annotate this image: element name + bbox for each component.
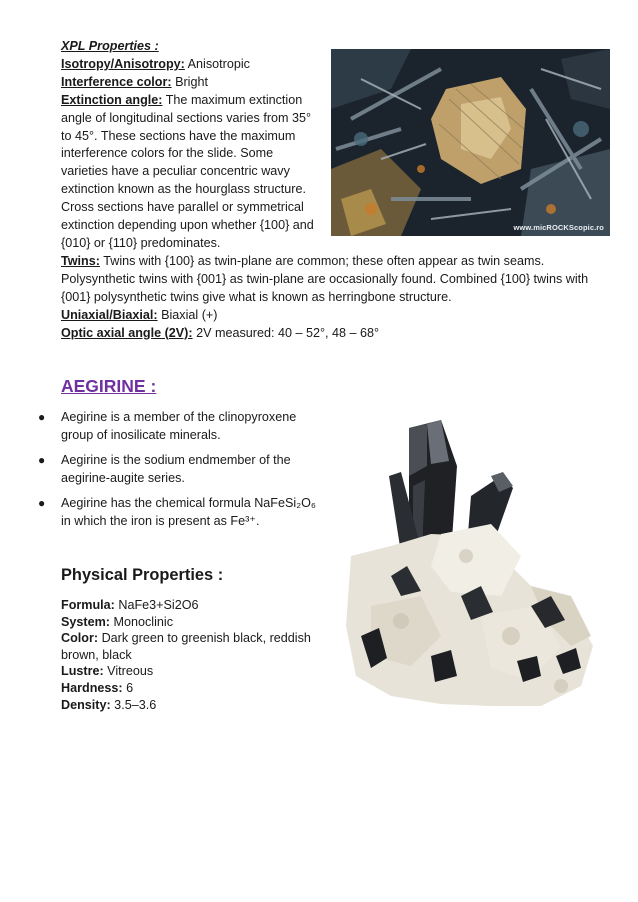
optic-angle-label: Optic axial angle (2V): [61,325,193,340]
aegirine-bullet-list [38,409,328,538]
aegirine-title: AEGIRINE : [61,376,157,396]
xpl-thin-section-photo [331,49,610,236]
extinction-paragraph [61,92,323,253]
optic-angle-line [61,325,609,343]
uniaxial-label: Uniaxial/Biaxial: [61,307,158,322]
density-line: Density: 3.5–3.6 [61,697,157,712]
hardness-line: Hardness: 6 [61,680,134,695]
twins-label: Twins: [61,253,100,268]
isotropy-label: Isotropy/Anisotropy: [61,56,185,71]
twins-value: Twins with {100} as twin-plane are common; these often appear as twin seams. Polysynthetic twins with {001} as twin-plane are occasionally found. Combined {100} twins with {001} polysynthetic twins give what is known as herringbone structure. [61,253,589,304]
lustre-line: Lustre: Vitreous [61,664,154,679]
system-line: System: Monoclinic [61,614,173,629]
list-item: ● Aegirine has the chemical formula NaFeSi₂O₆ in which the iron is present as Fe³⁺. [38,496,316,528]
optic-angle-value: 2V measured: 40 – 52°, 48 – 68° [192,325,380,340]
xpl-heading: XPL Properties : [61,39,159,53]
physical-properties-list [61,597,331,713]
extinction-value: The maximum extinction angle of longitudinal sections varies from 35° to 45°. These sections have the maximum interference colors for the slide. Some varieties have a peculiar concentric wavy extinction known as the hourglass structure. Cross sections have parallel or symmetrical extinction depending upon whether {100} and {010} or {110} predominates. [61,92,314,250]
interference-label: Interference color: [61,74,172,89]
bullet-icon: ● [38,410,46,424]
bullet-icon: ● [38,453,46,467]
uniaxial-value: Biaxial (+) [157,307,218,322]
physical-properties-title: Physical Properties : [61,566,224,584]
list-item: ● Aegirine is the sodium endmember of the aegirine-augite series. [38,453,291,485]
formula-line: Formula: NaFe3+Si2O6 [61,598,199,612]
uniaxial-line [61,307,609,325]
interference-value: Bright [171,74,208,89]
image-watermark: www.micROCKScopic.ro [513,223,604,232]
aegirine-specimen-photo [331,406,610,712]
color-line: Color: Dark green to greenish black, reddish brown, black [61,631,311,662]
twins-paragraph [61,253,609,307]
list-item: ● Aegirine is a member of the clinopyroxene group of inosilicate minerals. [38,410,297,442]
isotropy-value: Anisotropic [184,56,250,71]
extinction-label: Extinction angle: [61,92,163,107]
bullet-icon: ● [38,496,46,510]
